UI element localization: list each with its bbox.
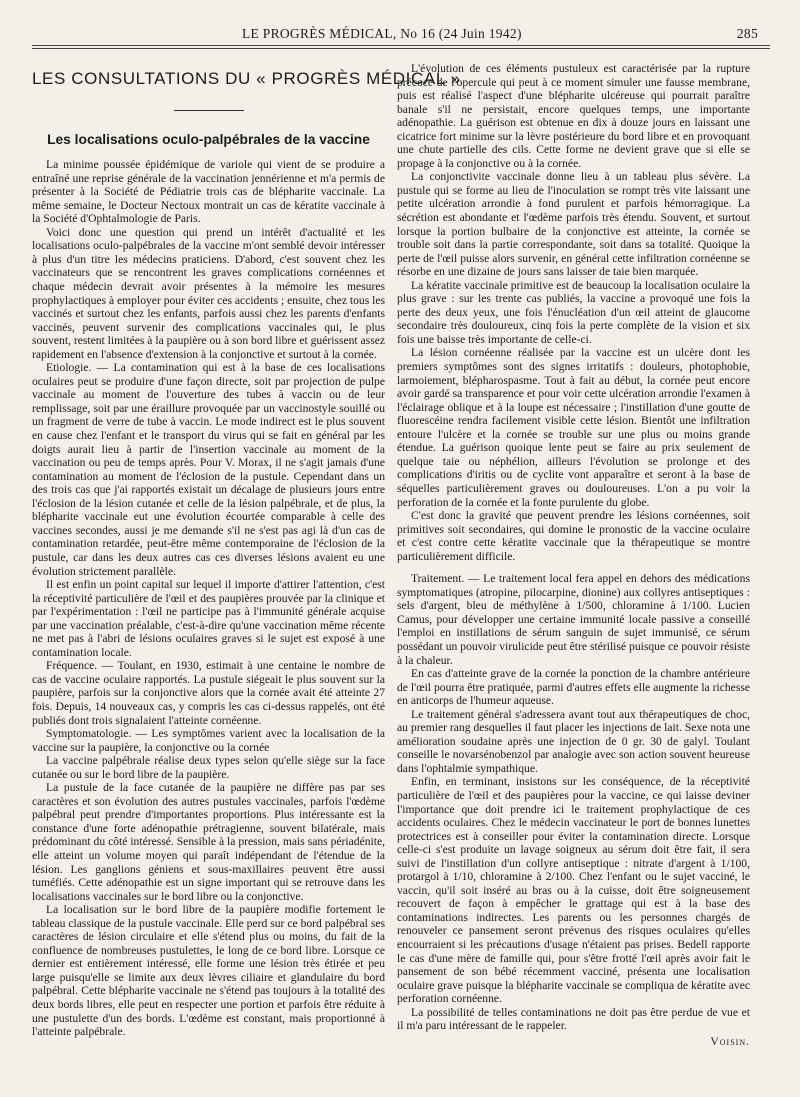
paragraph: La conjonctivite vaccinale donne lieu à un tableau plus sévère. La pustule qui se forme au lieu de l'inoculation se rompt très vite laissant une petite ulcération arrondie à fond purulent et parfois hémorragique. La sécrétion est abondante et l'œdème parfois très étendu. Souvent, et surtout lorsque la portion bulbaire de la conjonctive est atteinte, la cornée se trouble soit dans la partie correspondante, soit dans sa totalité. Quoique la perte de l'œil puisse alors survenir, en général cette infiltration cornéenne se résorbe en une dizaine de jours sans laisser de taie bien marquée. — [397, 170, 750, 279]
paragraph: Il est enfin un point capital sur lequel il importe d'attirer l'attention, c'est la réceptivité particulière de l'œil et des paupières prouvée par la clinique et par l'expérimentation : l'œil ne participe pas à l'immunité générale acquise par une vaccination préalable, c'est-à-dire qu'une vaccination même récente ne met pas à l'abri de lésions oculaires graves si le sujet est exposé à une contamination locale. — [32, 578, 385, 659]
paragraph: La pustule de la face cutanée de la paupière ne diffère pas par ses caractères et son évolution des autres pustules vaccinales, parfois l'œdème palpébral peut prendre d'importantes proportions. Plus intéressante est la constance d'une forte adénopathie prétragienne, souvent bilatérale, mais prédominant du côté intéressé. Sensible à la pression, mais sans périadénite, elle atteint un volume moyen qui paraît indépendant de l'étendue de la lésion. Les ganglions géniens et sous-maxillaires peuvent être aussi tuméfiés. Cette adénopathie est un signe important qui se retrouve dans les localisations vaccinales sur le bord libre ou la conjonctive. — [32, 781, 385, 903]
paragraph: La kératite vaccinale primitive est de beaucoup la localisation oculaire la plus grave : sur les trente cas publiés, la vaccine a provoqué une fois la perte des deux yeux, une fois l'énucléation d'un œil atteint de glaucome secondaire très douloureux, cinq fois la perte complète de la vision et six fois une baisse très importante de celle-ci. — [397, 278, 750, 346]
right-column — [397, 62, 750, 1048]
paragraph: La possibilité de telles contaminations ne doit pas être perdue de vue et il m'a paru intéressant de le rappeler. — [397, 1005, 750, 1033]
left-column — [32, 62, 461, 1039]
header-rule-bottom — [32, 48, 770, 49]
header-rule-top — [32, 45, 770, 46]
section-title: LES CONSULTATIONS DU « PROGRÈS MÉDICAL » — [32, 69, 461, 88]
page-number: 285 — [736, 26, 758, 41]
paragraph: En cas d'atteinte grave de la cornée la ponction de la chambre antérieure de l'œil pourra être pratiquée, parmi d'autres effets elle augmente la richesse en anticorps de l'humeur aqueuse. — [397, 667, 750, 708]
paragraph: Le traitement général s'adressera avant tout aux thérapeutiques de choc, au premier rang desquelles il faut placer les injections de lait. Sexe nota une amélioration soudaine après une injection de 0 gr. 30 de galyl. Toulant conseille le novarsénobenzol par analogie avec son action souvent heureuse dans l'ophtalmie sympathique. — [397, 707, 750, 775]
paragraph: Fréquence. — Toulant, en 1930, estimait à une centaine le nombre de cas de vaccine oculaire rapportés. La pustule siégeait le plus souvent sur la paupière, parfois sur la conjonctive alors que la cornée avait été atteinte 27 fois. Depuis, 14 nouveaux cas, y compris les cas ci-dessus rappelés, ont été publiés dont trois signalaient l'atteinte cornéenne. — [32, 659, 385, 727]
article-title: Les localisations oculo-palpébrales de la vaccine — [47, 131, 370, 147]
paragraph: La lésion cornéenne réalisée par la vaccine est un ulcère dont les premiers symptômes sont des signes irritatifs : douleurs, photophobie, larmoiement, blépharospasme. Tout à fait au début, la cornée peut encore avoir gardé sa transparence et pour voir cette ulcération arrondie l'examen à l'éclairage oblique et à la loupe est nécessaire ; l'instillation d'une goutte de fluorescéine rendra facilement visible cette lésion. Bientôt une infiltration entoure l'ulcère et la cornée se trouble sur une plus ou moins grande étendue. La guérison quoique lente peut se faire au prix seulement de quelque taie ou néphélion, ailleurs l'évolution se prolonge et des complications d'iritis ou de cyclite vont apparaître et seront à la base de séquelles particulièrement graves ou douloureuses. L'on a pu voir la perforation de la cornée et la fonte purulente du globe. — [397, 346, 750, 509]
paragraph: La vaccine palpébrale réalise deux types selon qu'elle siège sur la face cutanée ou sur le bord libre de la paupière. — [32, 754, 385, 781]
paragraph: La minime poussée épidémique de variole qui vient de se produire a entraîné une reprise générale de la vaccination jennérienne et m'a permis de présenter à la Société de Pédiatrie trois cas de blépharite vaccinale. La même semaine, le Docteur Nectoux montrait un cas de kératite vaccinale à la Société d'Ophtalmologie de Paris. — [32, 158, 385, 226]
paragraph: Enfin, en terminant, insistons sur les conséquence, de la réceptivité particulière de l'œil et des paupières pour la vaccine, ce qui laisse deviner l'importance que doit prendre ici le traitement prophylactique de ces accidents oculaires. Chez le médecin vaccinateur le port de bonnes lunettes protectrices est à conseiller pour éviter la contamination directe. Lorsque celle-ci s'est produite un lavage soigneux au sérum doit être fait, il sera suivi de l'instillation d'un collyre antiseptique : nitrate d'argent à 1/100, protargol à 1/10, chloramine à 2/100. Chez l'enfant ou le sujet vacciné, le vaccin, qu'il soit inséré au bras ou à la cuisse, doit être soigneusement recouvert de façon à empêcher le grattage qui est à la base des contaminations indirectes. Les parents ou les personnes chargés de renouveler ce pansement seront prévenus des risques oculaires qu'elles encourraient si les précautions d'usage n'étaient pas prises. Bedell rapporte le cas d'une mère de famille qui, pour s'être frotté l'œil après avoir fait le pansement de son bébé récemment vacciné, présenta une localisation oculaire grave puisque la blépharite vaccinale se compliqua de kératite avec perforation cornéenne. — [397, 775, 750, 1006]
title-divider — [174, 110, 244, 111]
paragraph: C'est donc la gravité que peuvent prendre les lésions cornéennes, soit primitives soit secondaires, qui domine le pronostic de la vaccine oculaire et c'est contre cette kératite vaccinale que la thérapeutique se montre particulièrement difficile. — [397, 509, 750, 563]
section-gap — [397, 563, 750, 572]
author-signature: Voisin. — [710, 1034, 750, 1048]
paragraph: Symptomatologie. — Les symptômes varient avec la localisation de la vaccine sur la paupière, la conjonctive ou la cornée — [32, 727, 385, 754]
paragraph: La localisation sur le bord libre de la paupière modifie fortement le tableau classique de la pustule vaccinale. Elle perd sur ce bord palpébral ses caractères de lésion circulaire et elle s'étend plus ou moins, du fait de la confluence de nombreuses pustulettes, le long de ce bord libre. Lorsque ce dernier est entièrement intéressé, elle forme une lésion très étirée et peu large puisqu'elle se limite aux deux lèvres ciliaire et glandulaire du bord palpébral. Cette blépharite vaccinale ne s'étend pas toujours à la totalité des deux bords libres, elle peut en respecter une portion et parfois être réduite à une pustulette d'un des bords. L'œdème est constant, mais proportionné à l'atteinte palpébrale. — [32, 903, 385, 1039]
journal-title: LE PROGRÈS MÉDICAL, No 16 (24 Juin 1942) — [242, 26, 522, 41]
paragraph: L'évolution de ces éléments pustuleux est caractérisée par la rupture précoce de l'opercule qui peut à ce moment simuler une fausse membrane, puis est réalisé l'aspect d'une blépharite ulcéreuse qui pourrait paraître banale s'il ne persistait, encore quelques temps, une importante adénopathie. La guérison est obtenue en dix à douze jours en laissant une cicatrice fort minime sur la lèvre postérieure du bord libre et en provoquant une chute partielle des cils. Cette forme ne devient grave que si elle se propage à la conjonctive ou à la cornée. — [397, 62, 750, 170]
paragraph: Etiologie. — La contamination qui est à la base de ces localisations oculaires peut se produire d'une façon directe, soit par projection de pulpe vaccinale au moment de l'ouverture des tubes à vaccin ou de leur remplissage, soit par une éraillure provoquée par un vaccinostyle souillé ou un fragment de verre de tube à vaccin. Le mode indirect est le plus souvent en cause chez l'enfant et le transport du virus qui se fait en général par les doigts aurait lieu à partir de l'insertion vaccinale au moment de la vaccination ou peu de temps après. Pour V. Morax, il ne s'agit jamais d'une contamination au moment de l'éclosion de la pustule. Cependant dans un des trois cas que j'ai rapportés existait un décalage de plusieurs jours entre l'éclosion de la lésion cutanée et celle de la lésion palpébrale, et de plus, la blépharite vaccinale eut une évolution écourtée comparable à celle des vaccines secondes, aussi je me demande s'il ne s'est pas agi là d'un cas de contamination retardée, peut-être même contemporaine de l'éclosion de la pustule, car dans les deux autres cas ces diverses lésions avaient eu une évolution strictement parallèle. — [32, 361, 385, 578]
paragraph: Voici donc une question qui prend un intérêt d'actualité et les localisations oculo-palpébrales de la vaccine m'ont semblé devoir intéresser à plus d'un titre les médecins praticiens. D'abord, c'est souvent chez les vaccinateurs que se rencontrent les graves complications cornéennes et chaque médecin devrait avoir présentes à la mémoire les mesures prophylactiques à employer pour éviter ces accidents ; ensuite, chez tous les vaccinés et surtout chez les enfants, parfois aussi chez les parents d'enfants vaccinés, peuvent survenir des complications vaccinales qui, le plus souvent, restent limitées à la paupière ou à son bord libre et guérissent assez rapidement en l'absence d'extension à la conjonctive et surtout à la cornée. — [32, 225, 385, 361]
paragraph: Traitement. — Le traitement local fera appel en dehors des médications symptomatiques (atropine, pilocarpine, dionine) aux collyres antiseptiques : sels d'argent, bleu de méthylène à 1/500, chloramine à 1/100. Lucien Camus, pour développer une certaine immunité locale passive a conseillé l'emploi en instillations de sérum sanguin de sujet immunisé, ce sérum possédant un pouvoir virulicide peut être stérilisé puisque ce pouvoir résiste à la chaleur. — [397, 572, 750, 667]
